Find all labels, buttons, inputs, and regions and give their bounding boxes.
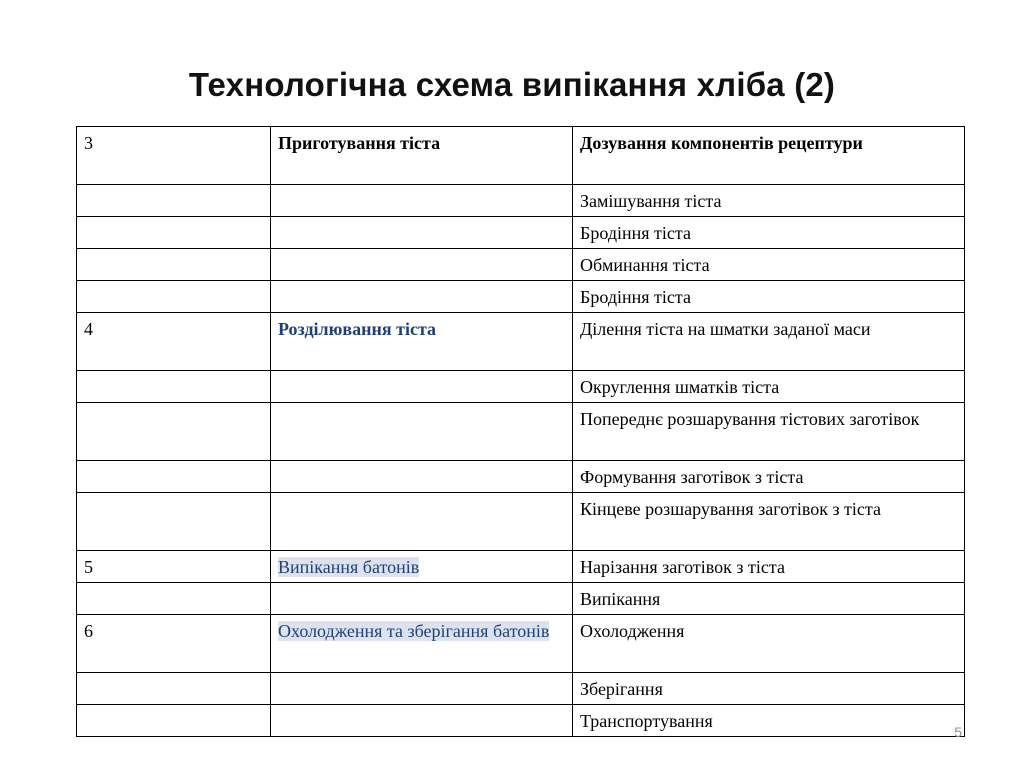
step-number-cell [77, 249, 271, 281]
table-row [77, 461, 965, 493]
stage-cell [271, 583, 573, 615]
stage-cell [271, 705, 573, 737]
step-number-cell [77, 493, 271, 551]
operation-cell: Замішування тіста [573, 185, 965, 217]
operation-cell: Нарізання заготівок з тіста [573, 551, 965, 583]
operation-cell: Ділення тіста на шматки заданої маси [573, 313, 965, 371]
stage-cell [271, 551, 573, 583]
step-number-cell [77, 705, 271, 737]
stage-cell [271, 185, 573, 217]
step-number-cell [77, 583, 271, 615]
stage-cell [271, 281, 573, 313]
operation-cell: Дозування компонентів рецептури [573, 127, 965, 185]
process-table [76, 126, 965, 737]
stage-cell [271, 249, 573, 281]
stage-cell [271, 493, 573, 551]
table-row [77, 673, 965, 705]
table-row [77, 403, 965, 461]
step-number-cell: 6 [77, 615, 271, 673]
stage-cell: Розділювання тіста [271, 313, 573, 371]
operation-cell: Зберігання [573, 673, 965, 705]
table-row [77, 127, 965, 185]
slide-title: Технологічна схема випікання хліба (2) [188, 66, 836, 103]
page-number: 5 [954, 724, 962, 740]
table-row [77, 615, 965, 673]
step-number-cell: 3 [77, 127, 271, 185]
step-number-cell [77, 673, 271, 705]
table-row [77, 705, 965, 737]
table-row [77, 493, 965, 551]
table-row [77, 281, 965, 313]
table-row [77, 371, 965, 403]
stage-highlight-text: Випікання батонів [278, 557, 420, 577]
operation-cell: Кінцеве розшарування заготівок з тіста [573, 493, 965, 551]
operation-cell: Обминання тіста [573, 249, 965, 281]
step-number-cell [77, 461, 271, 493]
stage-cell [271, 461, 573, 493]
table-row [77, 583, 965, 615]
stage-cell [271, 403, 573, 461]
step-number-cell [77, 185, 271, 217]
operation-cell: Охолодження [573, 615, 965, 673]
step-number-cell [77, 217, 271, 249]
stage-cell [271, 217, 573, 249]
step-number-cell: 5 [77, 551, 271, 583]
operation-cell: Попереднє розшарування тістових заготівок [573, 403, 965, 461]
table-row [77, 313, 965, 371]
table-row [77, 249, 965, 281]
operation-cell: Округлення шматків тіста [573, 371, 965, 403]
operation-cell: Формування заготівок з тіста [573, 461, 965, 493]
stage-cell [271, 615, 573, 673]
operation-cell: Випікання [573, 583, 965, 615]
step-number-cell: 4 [77, 313, 271, 371]
stage-cell [271, 673, 573, 705]
operation-cell: Транспортування [573, 705, 965, 737]
stage-cell [271, 371, 573, 403]
stage-highlight-text: Охолодження та зберігання батонів [278, 621, 550, 641]
step-number-cell [77, 371, 271, 403]
table-row [77, 551, 965, 583]
step-number-cell [77, 281, 271, 313]
table-row [77, 217, 965, 249]
operation-cell: Бродіння тіста [573, 281, 965, 313]
operation-cell: Бродіння тіста [573, 217, 965, 249]
step-number-cell [77, 403, 271, 461]
table-row [77, 185, 965, 217]
stage-cell: Приготування тіста [271, 127, 573, 185]
